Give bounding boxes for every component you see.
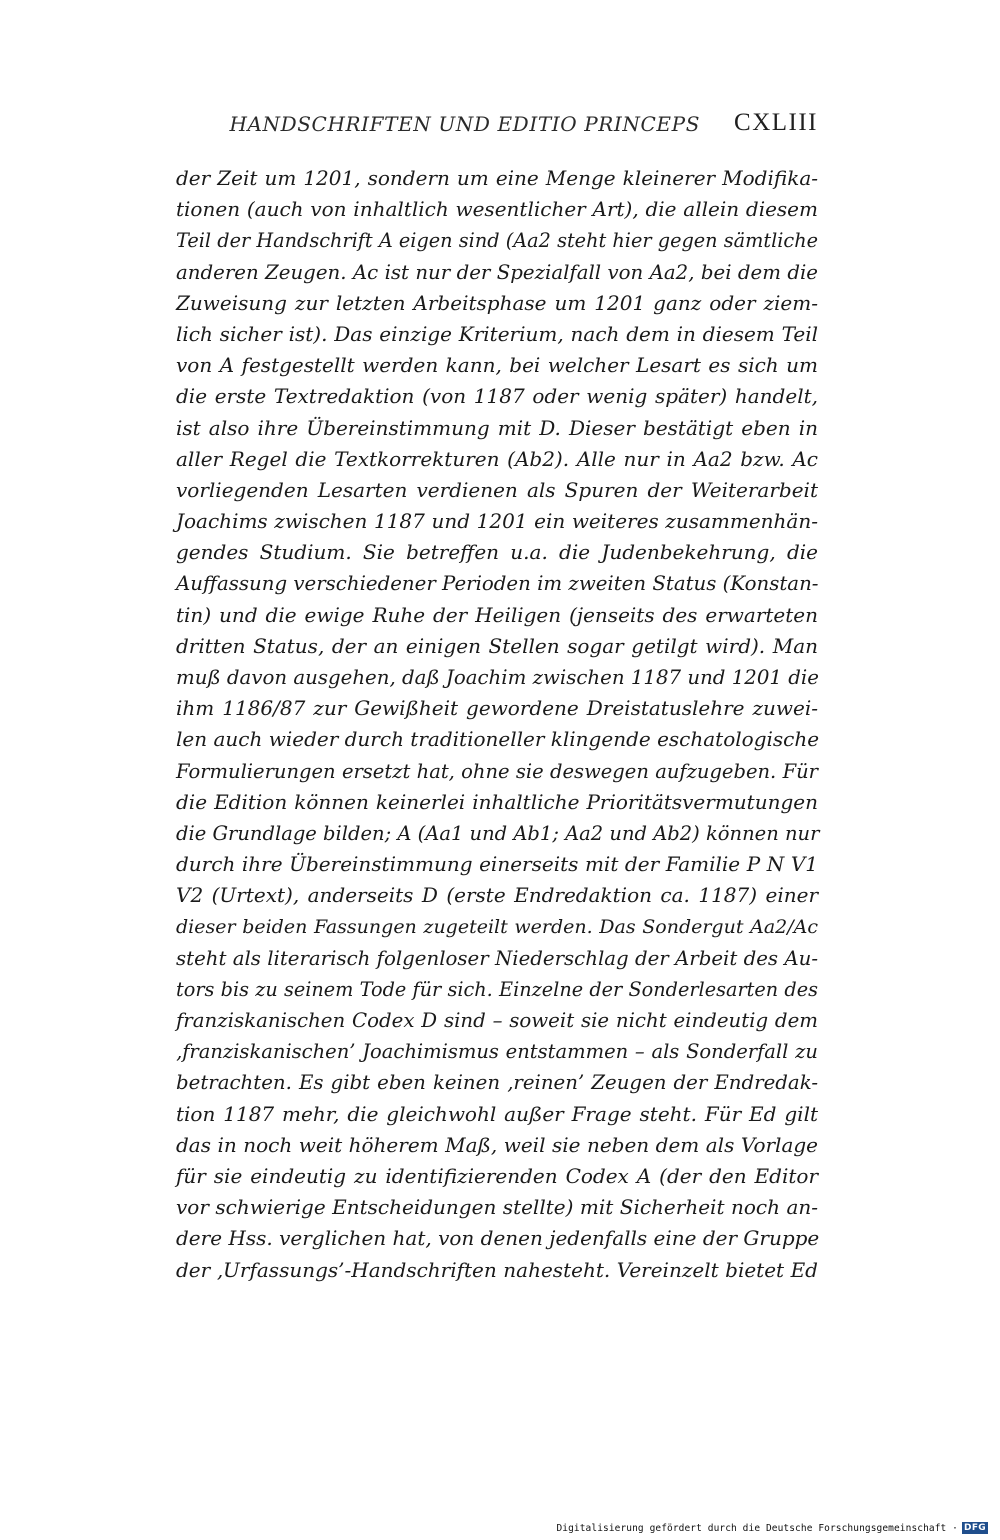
body-text — [176, 163, 818, 1286]
text-line: durch ihre Übereinstimmung einerseits mit der Familie P N V1 — [176, 852, 818, 877]
text-line: für sie eindeutig zu identifizierenden Codex A (der den Editor — [176, 1164, 818, 1188]
text-line: Joachims zwischen 1187 und 1201 ein weiteres zusammenhän- — [176, 509, 818, 534]
text-line: dieser beiden Fassungen zugeteilt werden. Das Sondergut Aa2/Ac — [176, 915, 818, 938]
digitization-credit — [556, 1522, 988, 1534]
running-title: HANDSCHRIFTEN UND EDITIO PRINCEPS — [229, 112, 700, 136]
text-line: die Grundlage bilden; A (Aa1 und Ab1; Aa2 und Ab2) können nur — [176, 821, 820, 845]
credit-text: Digitalisierung gefördert durch die Deutsche Forschungsgemeinschaft · — [556, 1522, 958, 1534]
text-line: ist also ihre Übereinstimmung mit D. Dieser bestätigt eben in — [176, 415, 818, 440]
text-line: das in noch weit höherem Maß, weil sie neben dem als Vorlage — [176, 1132, 818, 1157]
text-line: len auch wieder durch traditioneller klingende eschatologische — [176, 727, 820, 752]
text-line: Zuweisung zur letzten Arbeitsphase um 1201 ganz oder ziem- — [176, 290, 818, 315]
text-line: der Zeit um 1201, sondern um eine Menge kleinerer Modifika- — [176, 166, 818, 190]
text-line: steht als literarisch folgenloser Niederschlag der Arbeit des Au- — [176, 946, 818, 970]
text-line: tors bis zu seinem Tode für sich. Einzelne der Sonderlesarten des — [176, 977, 818, 1001]
text-line: dere Hss. verglichen hat, von denen jedenfalls eine der Gruppe — [176, 1226, 820, 1251]
text-line: die Edition können keinerlei inhaltliche Prioritätsvermutungen — [176, 789, 818, 814]
text-line: die erste Textredaktion (von 1187 oder wenig später) handelt, — [176, 384, 818, 409]
text-line: Auffassung verschiedener Perioden im zweiten Status (Konstan- — [176, 572, 819, 596]
text-line: vorliegenden Lesarten verdienen als Spuren der Weiterarbeit — [176, 477, 818, 502]
text-line: ihm 1186/87 zur Gewißheit gewordene Dreistatuslehre zuwei- — [176, 696, 818, 721]
text-line: franziskanischen Codex D sind – soweit sie nicht eindeutig dem — [176, 1009, 818, 1033]
page-header — [176, 109, 818, 142]
text-line: ‚franziskanischen’ Joachimismus entstammen – als Sonderfall zu — [176, 1040, 818, 1064]
page-number: CXLIII — [734, 109, 818, 136]
text-line: gendes Studium. Sie betreffen u.a. die Judenbekehrung, die — [176, 540, 818, 565]
text-line: betrachten. Es gibt eben keinen ‚reinen’ Zeugen der Endredak- — [176, 1071, 818, 1095]
text-line: dritten Status, der an einigen Stellen sogar getilgt wird). Man — [176, 633, 818, 658]
text-line: V2 (Urtext), anderseits D (erste Endredaktion ca. 1187) einer — [176, 883, 818, 908]
text-line: aller Regel die Textkorrekturen (Ab2). Alle nur in Aa2 bzw. Ac — [176, 446, 818, 471]
text-line: tionen (auch von inhaltlich wesentlicher Art), die allein diesem — [176, 197, 818, 222]
text-line: muß davon ausgehen, daß Joachim zwischen 1187 und 1201 die — [176, 666, 819, 689]
dfg-logo-icon: DFG — [962, 1522, 988, 1534]
text-line: von A festgestellt werden kann, bei welcher Lesart es sich um — [176, 353, 818, 378]
text-line: tin) und die ewige Ruhe der Heiligen (jenseits des erwarteten — [176, 602, 818, 627]
text-line: Formulierungen ersetzt hat, ohne sie deswegen aufzugeben. Für — [176, 759, 818, 783]
text-line: vor schwierige Entscheidungen stellte) mit Sicherheit noch an- — [176, 1195, 818, 1220]
text-line: der ‚Urfassungs’-Handschriften nahesteht. Vereinzelt bietet Ed — [176, 1257, 818, 1282]
text-line: Teil der Handschrift A eigen sind (Aa2 steht hier gegen sämtliche — [176, 229, 818, 253]
text-line: anderen Zeugen. Ac ist nur der Spezialfall von Aa2, bei dem die — [176, 260, 818, 284]
text-line: tion 1187 mehr, die gleichwohl außer Frage steht. Für Ed gilt — [176, 1101, 818, 1126]
text-line: lich sicher ist). Das einzige Kriterium, nach dem in diesem Teil — [176, 321, 818, 346]
